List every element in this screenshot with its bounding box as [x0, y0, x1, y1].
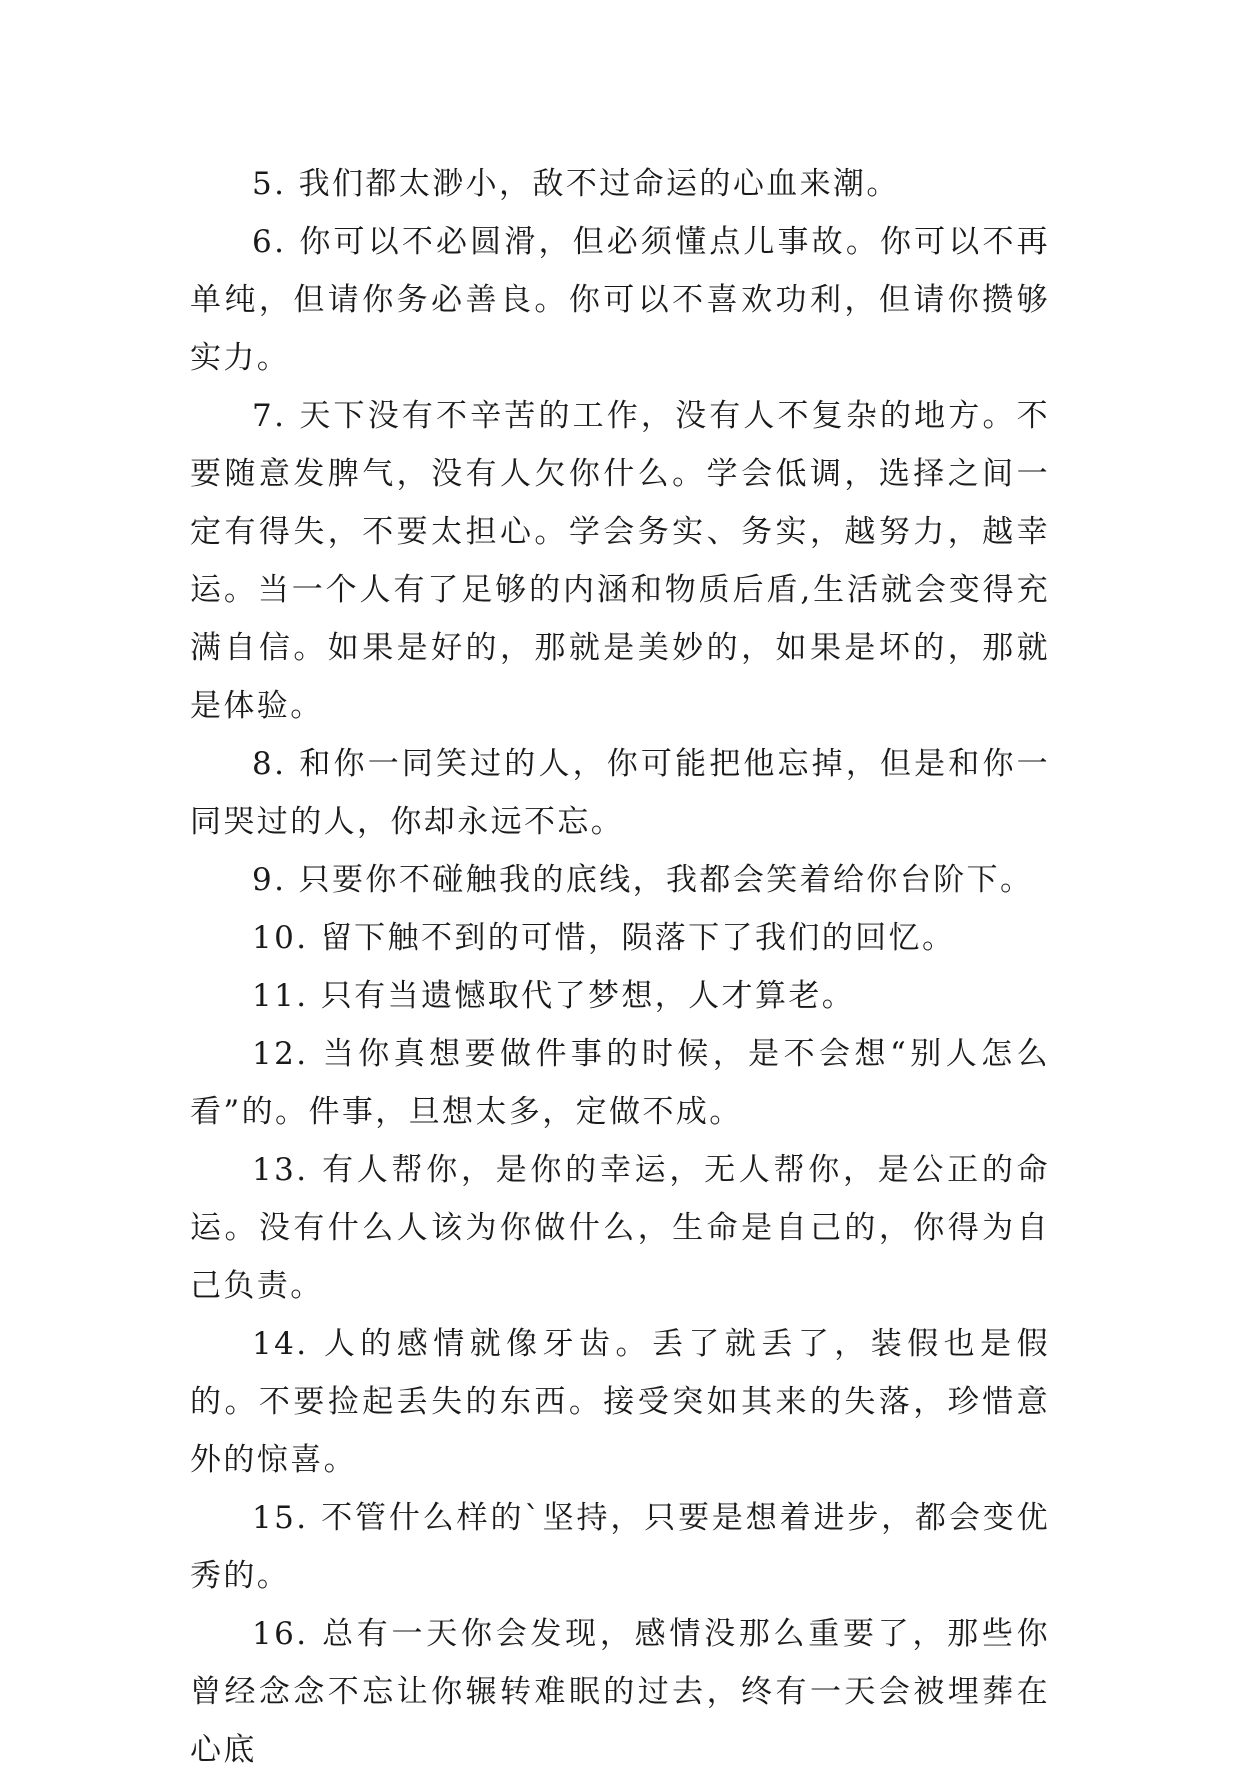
paragraph-8: 8. 和你一同笑过的人，你可能把他忘掉，但是和你一同哭过的人，你却永远不忘。 — [190, 746, 1050, 840]
paragraph-9: 9. 只要你不碰触我的底线，我都会笑着给你台阶下。 — [252, 862, 1034, 898]
paragraph-14: 14. 人的感情就像牙齿。丢了就丢了，装假也是假的。不要捡起丢失的东西。接受突如其来的失落，珍惜意外的惊喜。 — [190, 1326, 1050, 1478]
paragraph-15: 15. 不管什么样的`坚持，只要是想着进步，都会变优秀的。 — [190, 1500, 1050, 1594]
paragraph-6: 6. 你可以不必圆滑，但必须懂点儿事故。你可以不再单纯，但请你务必善良。你可以不喜欢功利，但请你攒够实力。 — [190, 224, 1050, 376]
paragraph-13: 13. 有人帮你，是你的幸运，无人帮你，是公正的命运。没有什么人该为你做什么，生命是自己的，你得为自己负责。 — [190, 1152, 1050, 1304]
paragraph-16: 16. 总有一天你会发现，感情没那么重要了，那些你曾经念念不忘让你辗转难眠的过去，终有一天会被埋葬在心底 — [190, 1616, 1050, 1768]
paragraph-12: 12. 当你真想要做件事的时候，是不会想“别人怎么看”的。件事，旦想太多，定做不成。 — [190, 1036, 1050, 1130]
paragraph-10: 10. 留下触不到的可惜，陨落下了我们的回忆。 — [252, 920, 956, 956]
paragraph-5: 5. 我们都太渺小，敌不过命运的心血来潮。 — [252, 166, 900, 202]
paragraph-11: 11. 只有当遗憾取代了梦想，人才算老。 — [252, 978, 856, 1014]
document-body — [190, 155, 1050, 1779]
paragraph-7: 7. 天下没有不辛苦的工作，没有人不复杂的地方。不要随意发脾气，没有人欠你什么。学会低调，选择之间一定有得失，不要太担心。学会务实、务实，越努力，越幸运。当一个人有了足够的内涵和物质后盾,生活就会变得充满自信。如果是好的，那就是美妙的，如果是坏的，那就是体验。 — [190, 398, 1050, 724]
